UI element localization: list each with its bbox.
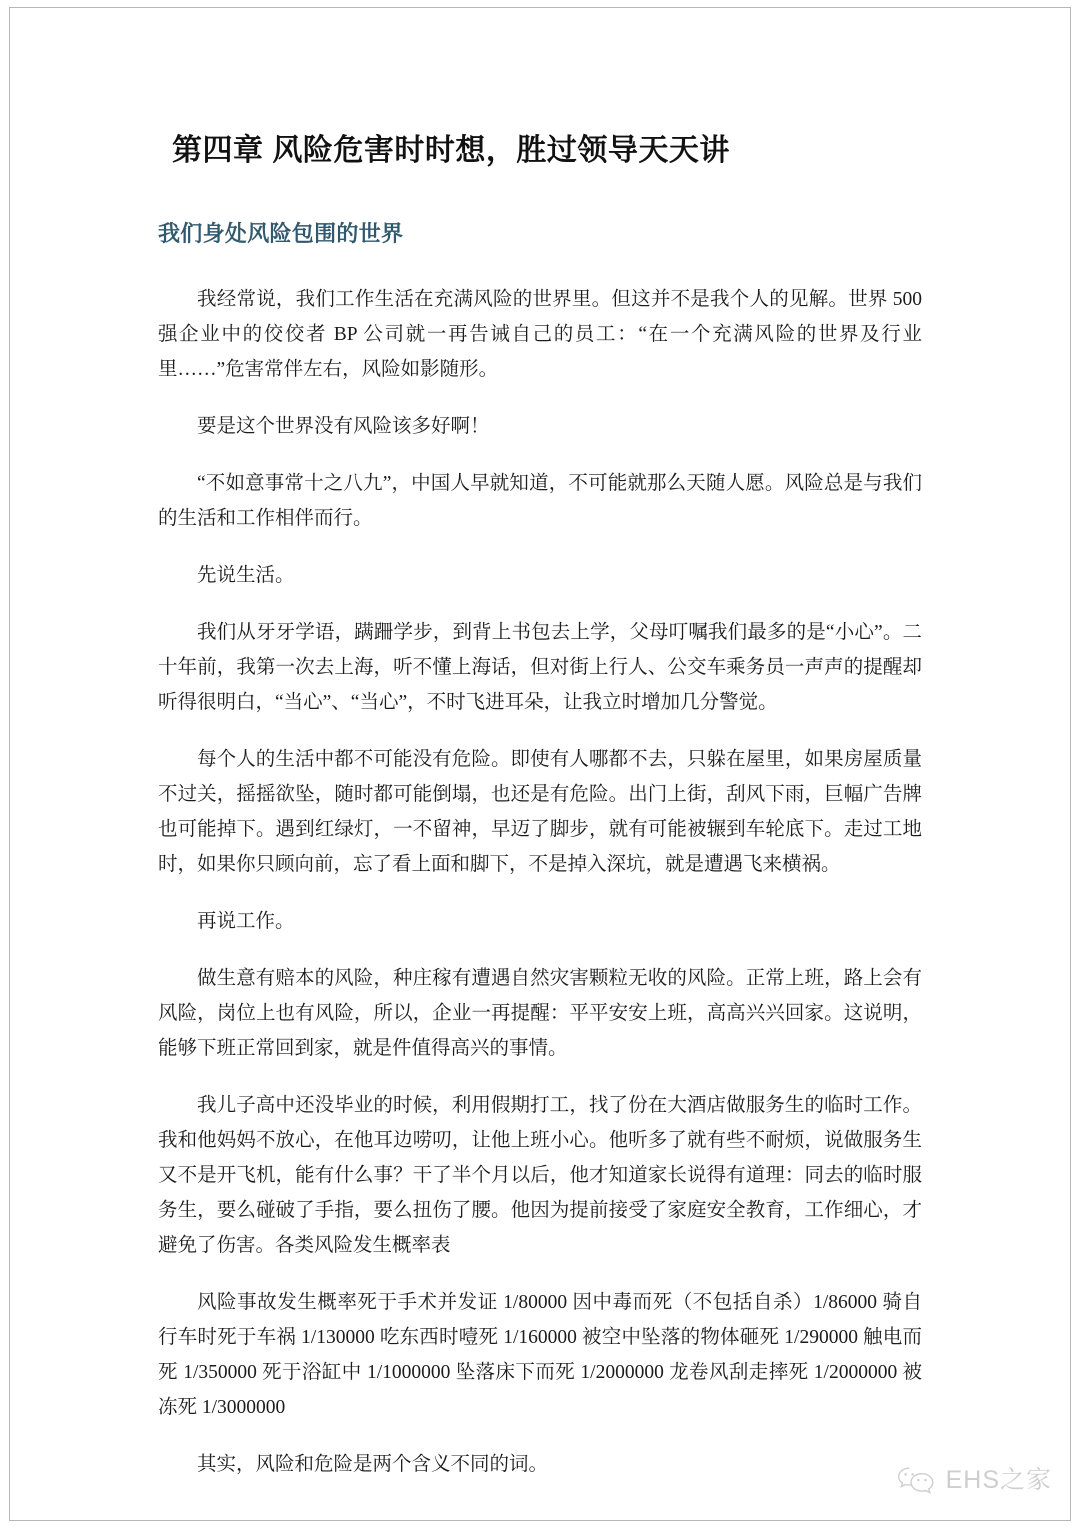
paragraph: 我经常说，我们工作生活在充满风险的世界里。但这并不是我个人的见解。世界 500 强企业中的佼佼者 BP 公司就一再告诫自己的员工：“在一个充满风险的世界及行业里……”危害常伴左右，风险如影随形。	[158, 289, 922, 380]
paragraph: 其实，风险和危险是两个含义不同的词。	[197, 1454, 549, 1475]
paragraph: 每个人的生活中都不可能没有危险。即使有人哪都不去，只躲在屋里，如果房屋质量不过关，摇摇欲坠，随时都可能倒塌，也还是有危险。出门上街，刮风下雨，巨幅广告牌也可能掉下。遇到红绿灯，一不留神，早迈了脚步，就有可能被辗到车轮底下。走过工地时，如果你只顾向前，忘了看上面和脚下，不是掉入深坑，就是遭遇飞来横祸。	[158, 749, 922, 875]
paragraph: 再说工作。	[197, 911, 295, 932]
paragraph: 先说生活。	[197, 565, 295, 586]
paragraph: 我儿子高中还没毕业的时候，利用假期打工，找了份在大酒店做服务生的临时工作。我和他妈妈不放心，在他耳边唠叨，让他上班小心。他听多了就有些不耐烦，说做服务生又不是开飞机，能有什么事？干了半个月以后，他才知道家长说得有道理：同去的临时服务生，要么碰破了手指，要么扭伤了腰。他因为提前接受了家庭安全教育，工作细心，才避免了伤害。各类风险发生概率表	[158, 1095, 922, 1256]
watermark	[895, 1465, 1052, 1495]
watermark-label: EHS之家	[945, 1465, 1052, 1494]
page-title: 第四章 风险危害时时想，胜过领导天天讲	[172, 134, 730, 167]
paragraph: 我们从牙牙学语，蹒跚学步，到背上书包去上学，父母叮嘱我们最多的是“小心”。二十年前，我第一次去上海，听不懂上海话，但对街上行人、公交车乘务员一声声的提醒却听得很明白，“当心”、“当心”，不时飞进耳朵，让我立时增加几分警觉。	[158, 622, 922, 713]
risk-probability-paragraph: 风险事故发生概率死于手术并发证 1/80000 因中毒而死（不包括自杀）1/86000 骑自行车时死于车祸 1/130000 吃东西时噎死 1/160000 被空中坠落的物体砸死 1/290000 触电而死 1/350000 死于浴缸中 1/1000000 坠落床下而死 1/2000000 龙卷风刮走摔死 1/2000000 被冻死 1/3000000	[158, 1292, 922, 1418]
paragraph: 做生意有赔本的风险，种庄稼有遭遇自然灾害颗粒无收的风险。正常上班，路上会有风险，岗位上也有风险，所以，企业一再提醒：平平安安上班，高高兴兴回家。这说明，能够下班正常回到家，就是件值得高兴的事情。	[158, 968, 922, 1059]
section-heading: 我们身处风险包围的世界	[158, 221, 404, 246]
paragraph: “不如意事常十之八九”，中国人早就知道，不可能就那么天随人愿。风险总是与我们的生活和工作相伴而行。	[158, 473, 922, 529]
wechat-bubbles-icon	[895, 1465, 937, 1495]
body-text-flow	[158, 282, 922, 1504]
paragraph: 要是这个世界没有风险该多好啊！	[197, 416, 490, 437]
